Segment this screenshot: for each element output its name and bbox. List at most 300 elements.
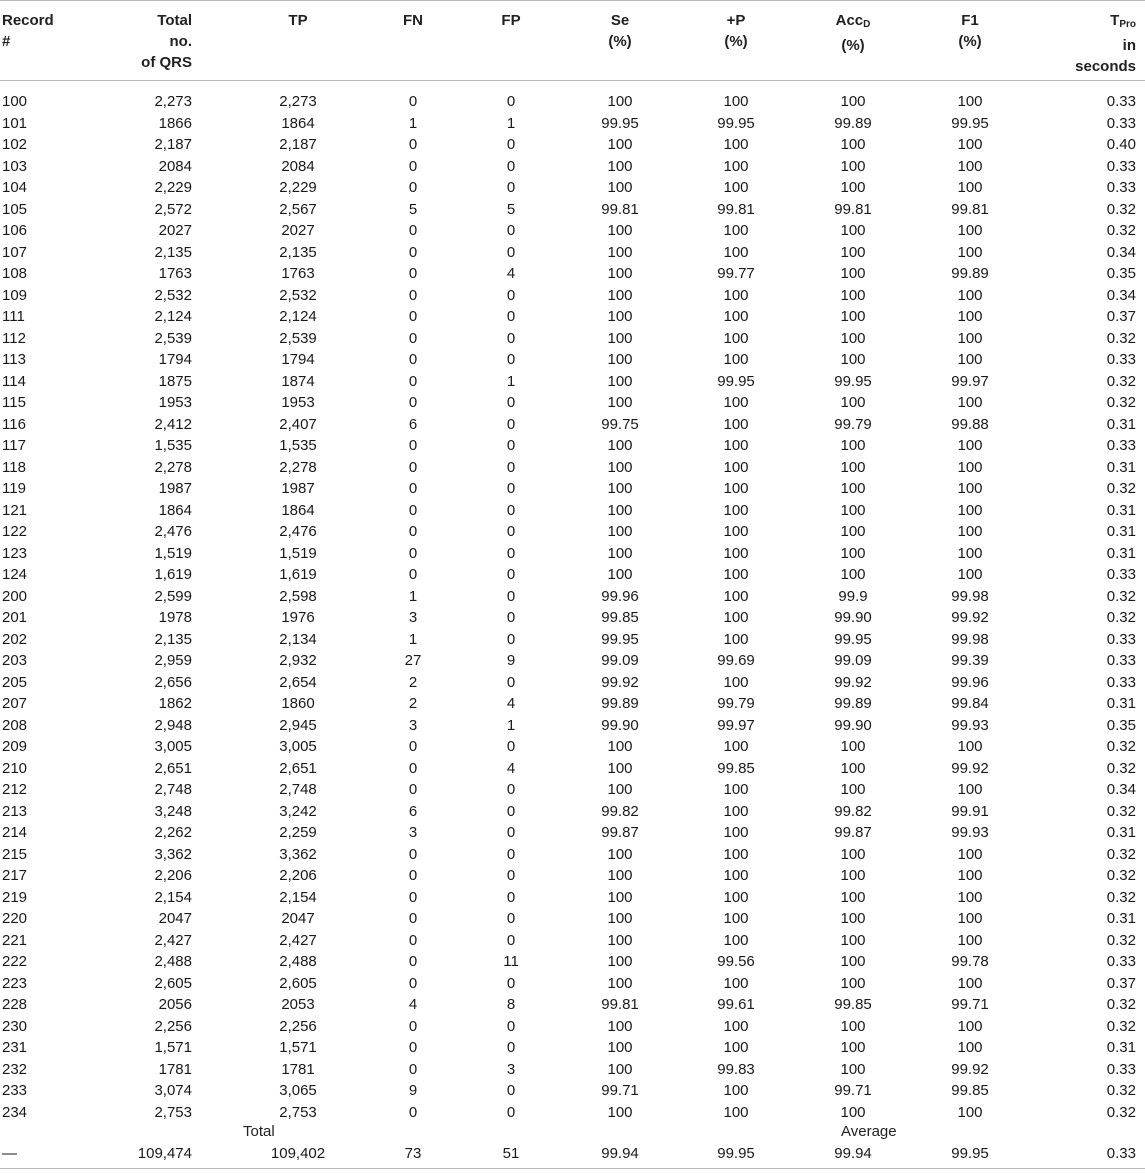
table-cell: 2,154 [279, 888, 317, 906]
table-cell: 0 [408, 286, 418, 304]
table-cell: 1763 [281, 265, 315, 282]
table-cell: 0 [506, 673, 516, 691]
table-cell: 2047 [158, 910, 192, 927]
table-cell: 99.91 [951, 802, 989, 820]
table-row [0, 156, 1145, 178]
table-cell: 1864 [158, 501, 192, 519]
table-cell: 100 [840, 93, 866, 110]
table-cell: 27 [404, 652, 422, 669]
table-cell: 2,656 [154, 673, 192, 691]
table-cell: 99.95 [834, 630, 872, 648]
table-cell: 1 [506, 716, 516, 734]
table-cell: 2084 [158, 157, 192, 175]
table-cell: 3,242 [279, 802, 317, 820]
table-cell: 100 [840, 910, 866, 927]
table-cell: 230 [2, 1017, 28, 1035]
table-cell: 100 [840, 867, 866, 884]
table-cell: 2,135 [154, 243, 192, 261]
table-cell: 0 [408, 523, 418, 540]
column-header-line: seconds [1075, 58, 1136, 75]
table-row [0, 285, 1145, 307]
table-cell: 2,229 [279, 179, 317, 196]
table-row [0, 328, 1145, 350]
table-cell: 0.32 [1106, 931, 1136, 949]
table-cell: 100 [840, 351, 866, 368]
table-cell: 0 [408, 759, 418, 777]
table-cell: 2,572 [154, 200, 192, 218]
table-cell: 99.98 [951, 630, 989, 648]
table-cell: 0 [506, 781, 516, 798]
column-header-line: (%) [958, 33, 982, 50]
table-cell: 109,402 [270, 1145, 326, 1162]
table-cell: 0.33 [1106, 437, 1136, 454]
table-cell: 100 [607, 845, 633, 863]
table-cell: 1987 [158, 480, 192, 497]
table-cell: 1781 [281, 1060, 315, 1078]
table-cell: 100 [957, 738, 983, 755]
table-cell: 106 [2, 222, 28, 239]
table-cell: 2,427 [154, 931, 192, 949]
table-cell: 99.81 [601, 200, 639, 218]
table-row [0, 457, 1145, 479]
table-cell: 99.95 [834, 372, 872, 390]
table-row [0, 930, 1145, 952]
table-cell: 3,362 [279, 845, 317, 863]
column-header-line: Total [157, 12, 192, 29]
table-cell: 99.96 [601, 587, 639, 605]
table-cell: 212 [2, 781, 28, 798]
table-cell: 100 [723, 824, 749, 841]
table-cell: 122 [2, 523, 28, 540]
table-cell: 2,654 [279, 673, 317, 691]
table-cell: 117 [2, 437, 26, 454]
table-cell: 2053 [281, 996, 315, 1013]
table-row [0, 736, 1145, 758]
table-row [0, 435, 1145, 457]
table-cell: 2,135 [279, 243, 317, 261]
table-cell: 100 [607, 1039, 633, 1056]
table-bottom-rule [0, 1168, 1145, 1169]
table-cell: 108 [2, 265, 28, 282]
table-cell: 100 [607, 329, 633, 347]
table-cell: 2,412 [154, 415, 192, 433]
table-cell: 112 [2, 329, 26, 347]
table-row [0, 586, 1145, 608]
table-cell: 8 [506, 996, 516, 1013]
table-cell: 1953 [281, 394, 315, 411]
table-cell: 100 [840, 566, 866, 583]
table-cell: 207 [2, 695, 28, 712]
table-cell: 0 [506, 394, 516, 411]
table-cell: 1,619 [279, 566, 317, 583]
table-cell: 0.31 [1106, 415, 1136, 433]
table-cell: 0.34 [1106, 243, 1136, 261]
table-cell: 99.94 [601, 1145, 639, 1162]
table-cell: 99.96 [951, 673, 989, 691]
table-cell: 0 [506, 222, 516, 239]
table-row [0, 242, 1145, 264]
table-cell: 213 [2, 802, 28, 820]
table-cell: 100 [957, 1103, 983, 1121]
table-cell: 100 [723, 1082, 749, 1099]
table-cell: 3,065 [279, 1082, 317, 1099]
table-cell: — [2, 1145, 17, 1162]
column-header [1075, 10, 1136, 77]
table-cell: 0.33 [1106, 566, 1136, 583]
table-cell: 100 [957, 888, 983, 906]
table-cell: 0 [408, 222, 418, 239]
table-cell: 100 [957, 437, 983, 454]
column-header [403, 10, 423, 31]
table-cell: 99.95 [601, 114, 639, 132]
table-cell: 0 [506, 437, 516, 454]
table-cell: 2,476 [154, 523, 192, 540]
table-cell: 2,407 [279, 415, 317, 433]
table-cell: 99.81 [834, 200, 872, 218]
table-cell: 100 [607, 243, 633, 261]
table-cell: 100 [840, 394, 866, 411]
table-cell: 1987 [281, 480, 315, 497]
table-cell: 231 [2, 1039, 28, 1056]
table-cell: 2,273 [279, 93, 317, 110]
table-cell: 100 [723, 93, 749, 110]
table-cell: 0 [506, 329, 516, 347]
table-cell: 100 [723, 286, 749, 304]
table-cell: 221 [2, 931, 28, 949]
table-cell: 1864 [281, 501, 315, 519]
table-cell: 100 [957, 566, 983, 583]
table-cell: 0.32 [1106, 802, 1136, 820]
table-cell: 100 [840, 1017, 866, 1035]
table-cell: 99.81 [951, 200, 989, 218]
table-cell: 0.33 [1106, 1145, 1136, 1162]
table-cell: 0 [506, 243, 516, 261]
table-cell: 100 [723, 179, 749, 196]
table-cell: 99.93 [951, 716, 989, 734]
table-row [0, 543, 1145, 565]
table-cell: 208 [2, 716, 28, 734]
table-cell: 100 [957, 136, 983, 153]
table-cell: 0 [408, 738, 418, 755]
table-cell: 100 [723, 480, 749, 497]
table-cell: 99.82 [834, 802, 872, 820]
column-header-line: (%) [841, 37, 865, 54]
table-cell: 2027 [281, 222, 315, 239]
table-cell: 0 [506, 867, 516, 884]
table-row [0, 1059, 1145, 1081]
table-cell: 0.33 [1106, 179, 1136, 196]
table-cell: 100 [957, 157, 983, 175]
table-cell: 0.32 [1106, 480, 1136, 497]
table-cell: 2,427 [279, 931, 317, 949]
table-cell: 3,005 [279, 738, 317, 755]
table-cell: 2,278 [154, 458, 192, 476]
table-cell: 109,474 [137, 1145, 192, 1162]
table-cell: 0 [408, 394, 418, 411]
table-cell: 0.33 [1106, 114, 1136, 132]
table-cell: 0 [408, 93, 418, 110]
table-cell: 2,206 [279, 867, 317, 884]
table-cell: 100 [840, 136, 866, 153]
table-row [0, 994, 1145, 1016]
table-cell: 0 [506, 523, 516, 540]
table-cell: 0 [506, 587, 516, 605]
table-cell: 100 [607, 136, 633, 153]
table-cell: 3,248 [154, 802, 192, 820]
table-cell: 100 [723, 587, 749, 605]
table-cell: 100 [723, 351, 749, 368]
table-cell: 100 [723, 738, 749, 755]
table-cell: 0.33 [1106, 1060, 1136, 1078]
table-cell: 0 [408, 308, 418, 325]
table-cell: 0 [506, 824, 516, 841]
table-cell: 0.31 [1106, 1039, 1136, 1056]
table-cell: 0.31 [1106, 544, 1136, 562]
table-cell: 2,488 [154, 953, 192, 970]
table-cell: 2,206 [154, 867, 192, 884]
table-cell: 100 [723, 136, 749, 153]
table-row [0, 1016, 1145, 1038]
table-cell: 0.33 [1106, 630, 1136, 648]
table-cell: 0 [408, 544, 418, 562]
table-cell: 99.89 [834, 695, 872, 712]
table-row [0, 951, 1145, 973]
table-cell: 100 [840, 179, 866, 196]
table-cell: 99.9 [838, 587, 868, 605]
table-cell: 114 [2, 372, 26, 390]
table-row [0, 801, 1145, 823]
table-cell: 0 [506, 910, 516, 927]
table-cell: 2,539 [279, 329, 317, 347]
table-cell: 234 [2, 1103, 28, 1121]
table-cell: 100 [723, 437, 749, 454]
table-cell: 4 [408, 996, 418, 1013]
table-cell: 0 [408, 974, 418, 992]
table-cell: 100 [840, 953, 866, 970]
table-row [0, 306, 1145, 328]
table-cell: 1 [408, 114, 418, 132]
table-cell: 2,532 [154, 286, 192, 304]
table-cell: 100 [957, 974, 983, 992]
table-cell: 0 [506, 308, 516, 325]
table-cell: 100 [607, 910, 633, 927]
table-cell: 0 [506, 845, 516, 863]
column-header-line: Se [610, 12, 630, 29]
table-cell: 124 [2, 566, 28, 583]
table-cell: 99.90 [834, 716, 872, 734]
table-cell: 99.92 [834, 673, 872, 691]
table-cell: 123 [2, 544, 28, 562]
table-cell: 103 [2, 157, 28, 175]
column-header [724, 10, 747, 52]
table-cell: 2,753 [279, 1103, 317, 1121]
table-cell: 99.97 [951, 372, 989, 390]
table-cell: 2,256 [154, 1017, 192, 1035]
table-cell: 100 [723, 931, 749, 949]
table-cell: 109 [2, 286, 28, 304]
table-cell: 209 [2, 738, 28, 755]
table-cell: 1763 [158, 265, 192, 282]
table-cell: 99.81 [717, 200, 755, 218]
column-header-line: (%) [724, 33, 748, 50]
table-row [0, 521, 1145, 543]
table-row [0, 500, 1145, 522]
table-cell: 100 [723, 630, 749, 648]
table-cell: 1781 [158, 1060, 192, 1078]
table-cell: 100 [607, 179, 633, 196]
table-cell: 99.39 [951, 652, 989, 669]
table-cell: 105 [2, 200, 28, 218]
table-cell: 0 [506, 136, 516, 153]
table-cell: 0 [408, 243, 418, 261]
table-row [0, 1080, 1145, 1102]
table-top-rule [0, 0, 1145, 1]
table-cell: 1794 [158, 351, 192, 368]
table-cell: 0.32 [1106, 587, 1136, 605]
table-row [0, 865, 1145, 887]
table-cell: 214 [2, 824, 28, 841]
table-cell: 99.84 [951, 695, 989, 712]
table-cell: 0.32 [1106, 1017, 1136, 1035]
table-cell: 0.33 [1106, 652, 1136, 669]
table-cell: 2,598 [279, 587, 317, 605]
table-cell: 100 [607, 458, 633, 476]
table-cell: 99.89 [834, 114, 872, 132]
table-cell: 100 [840, 1039, 866, 1056]
table-cell: 100 [840, 1060, 866, 1078]
table-cell: 1860 [281, 695, 315, 712]
table-row [0, 1102, 1145, 1124]
table-cell: 99.87 [601, 824, 639, 841]
table-row [0, 715, 1145, 737]
table-cell: 99.85 [717, 759, 755, 777]
table-cell: 2,948 [154, 716, 192, 734]
table-cell: 0 [506, 738, 516, 755]
table-cell: 100 [607, 308, 633, 325]
table-cell: 0 [408, 867, 418, 884]
table-cell: 2,187 [279, 136, 317, 153]
table-cell: 100 [607, 286, 633, 304]
table-cell: 2056 [158, 996, 192, 1013]
table-cell: 2 [408, 673, 418, 691]
table-cell: 1953 [158, 394, 192, 411]
table-cell: 100 [957, 501, 983, 519]
column-header [2, 10, 54, 52]
table-cell: 0 [408, 1060, 418, 1078]
table-cell: 2,256 [279, 1017, 317, 1035]
table-cell: 0 [506, 609, 516, 626]
table-cell: 1862 [158, 695, 192, 712]
table-cell: 0 [506, 544, 516, 562]
summary-row-cells [0, 1143, 1145, 1165]
column-header-line: (%) [608, 33, 632, 50]
table-cell: 233 [2, 1082, 28, 1099]
table-cell: 99.95 [717, 1145, 755, 1162]
table-cell: 0.31 [1106, 824, 1136, 841]
table-cell: 118 [2, 458, 26, 476]
table-cell: 1976 [281, 609, 315, 626]
table-cell: 2,273 [154, 93, 192, 110]
table-cell: 2,945 [279, 716, 317, 734]
table-cell: 3 [408, 824, 418, 841]
table-cell: 2,229 [154, 179, 192, 196]
table-cell: 100 [957, 1017, 983, 1035]
table-cell: 2,567 [279, 200, 317, 218]
table-cell: 0 [408, 845, 418, 863]
table-cell: 0.33 [1106, 157, 1136, 175]
table-cell: 0.32 [1106, 888, 1136, 906]
table-cell: 2,488 [279, 953, 317, 970]
table-cell: 0.32 [1106, 996, 1136, 1013]
table-cell: 2,605 [154, 974, 192, 992]
table-cell: 0 [408, 329, 418, 347]
table-cell: 100 [840, 931, 866, 949]
table-cell: 232 [2, 1060, 28, 1078]
table-cell: 0.32 [1106, 738, 1136, 755]
table-cell: 100 [723, 609, 749, 626]
table-cell: 0.32 [1106, 329, 1136, 347]
table-cell: 219 [2, 888, 28, 906]
table-cell: 100 [957, 458, 983, 476]
table-cell: 0 [408, 179, 418, 196]
table-cell: 0.35 [1106, 716, 1136, 734]
table-cell: 2,748 [279, 781, 317, 798]
table-cell: 121 [2, 501, 28, 519]
table-cell: 2,187 [154, 136, 192, 153]
table-cell: 0 [408, 1039, 418, 1056]
table-cell: 0 [506, 630, 516, 648]
table-cell: 99.09 [601, 652, 639, 669]
table-cell: 100 [957, 845, 983, 863]
table-cell: 100 [607, 566, 633, 583]
table-cell: 99.90 [834, 609, 872, 626]
table-cell: 2,932 [279, 652, 317, 669]
table-cell: 1 [408, 587, 418, 605]
table-cell: 99.69 [717, 652, 755, 669]
table-cell: 100 [840, 781, 866, 798]
column-header-line: F1 [961, 12, 979, 29]
table-cell: 116 [2, 415, 26, 433]
table-cell: 1 [506, 114, 516, 132]
table-row [0, 822, 1145, 844]
table-cell: 99.93 [951, 824, 989, 841]
table-cell: 0 [408, 566, 418, 583]
table-cell: 100 [957, 329, 983, 347]
table-row [0, 693, 1145, 715]
table-cell: 0.32 [1106, 372, 1136, 390]
table-cell: 2,124 [154, 308, 192, 325]
table-cell: 99.85 [601, 609, 639, 626]
table-cell: 100 [840, 523, 866, 540]
table-cell: 0 [506, 93, 516, 110]
table-cell: 99.85 [834, 996, 872, 1013]
table-row [0, 1037, 1145, 1059]
table-cell: 100 [723, 329, 749, 347]
table-cell: 99.83 [717, 1060, 755, 1078]
table-cell: 100 [723, 544, 749, 562]
table-cell: 100 [607, 1017, 633, 1035]
table-cell: 0.37 [1106, 308, 1136, 325]
column-header-line: # [2, 33, 11, 50]
table-cell: 100 [840, 286, 866, 304]
table-cell: 0.32 [1106, 222, 1136, 239]
table-cell: 0 [506, 1082, 516, 1099]
table-cell: 100 [723, 243, 749, 261]
table-row [0, 263, 1145, 285]
table-cell: 100 [957, 243, 983, 261]
table-cell: 100 [723, 802, 749, 820]
table-cell: 73 [404, 1145, 422, 1162]
